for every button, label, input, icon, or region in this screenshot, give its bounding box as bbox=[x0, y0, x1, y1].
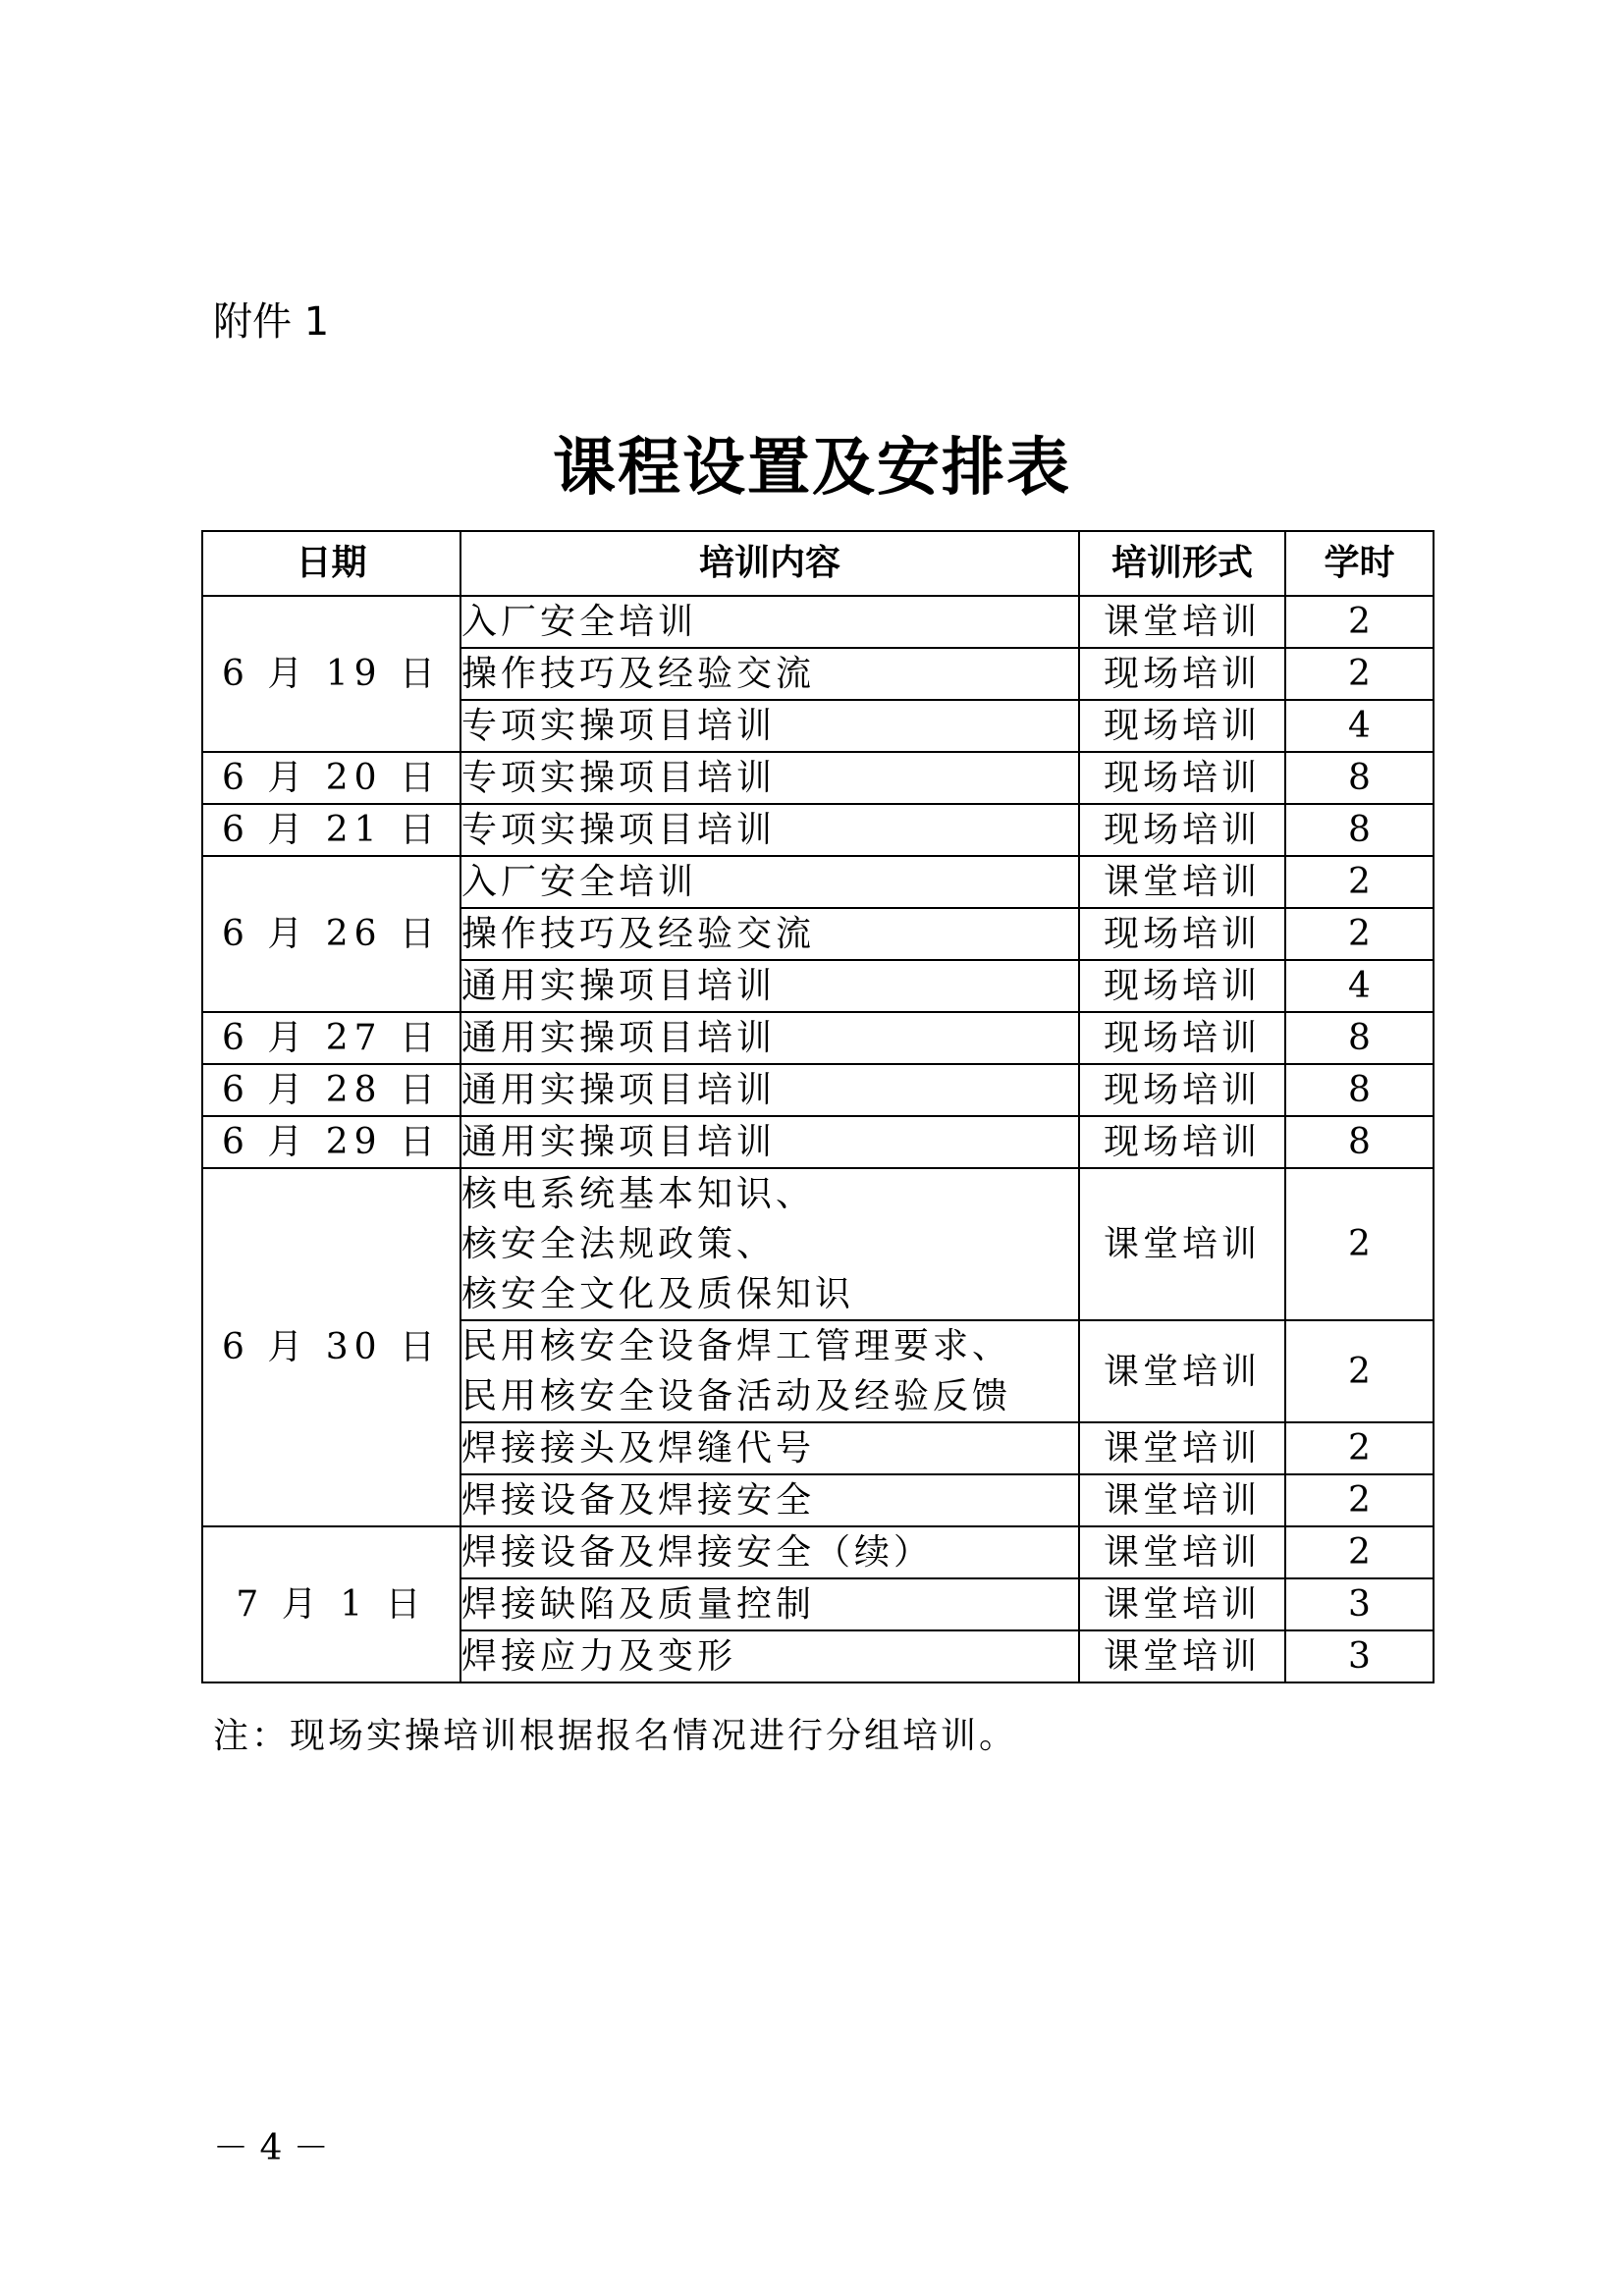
form-cell: 现场培训 bbox=[1079, 648, 1285, 700]
form-cell: 现场培训 bbox=[1079, 1012, 1285, 1064]
page-title: 课程设置及安排表 bbox=[553, 431, 1071, 505]
form-cell: 课堂培训 bbox=[1079, 1168, 1285, 1320]
content-line: 入厂安全培训 bbox=[461, 602, 698, 642]
content-line: 焊接接头及焊缝代号 bbox=[461, 1428, 816, 1468]
hours-cell: 4 bbox=[1285, 960, 1434, 1012]
table-header-row bbox=[202, 531, 1434, 596]
header-hours: 学时 bbox=[1285, 531, 1434, 596]
content-line: 焊接设备及焊接安全（续） bbox=[461, 1532, 934, 1573]
content-cell bbox=[460, 1320, 1079, 1422]
footnote: 注：现场实操培训根据报名情况进行分组培训。 bbox=[213, 1716, 1018, 1756]
form-cell: 现场培训 bbox=[1079, 804, 1285, 856]
date-cell: 6 月 21 日 bbox=[202, 804, 460, 856]
content-line: 民用核安全设备焊工管理要求、 bbox=[461, 1326, 1012, 1366]
table-row bbox=[202, 1012, 1434, 1064]
content-cell bbox=[460, 1064, 1079, 1116]
hours-cell: 8 bbox=[1285, 1116, 1434, 1168]
form-cell: 课堂培训 bbox=[1079, 596, 1285, 648]
content-cell bbox=[460, 1474, 1079, 1526]
date-cell: 6 月 28 日 bbox=[202, 1064, 460, 1116]
content-line: 焊接缺陷及质量控制 bbox=[461, 1584, 816, 1625]
schedule-table bbox=[201, 530, 1435, 1683]
hours-cell: 2 bbox=[1285, 1526, 1434, 1578]
hours-cell: 3 bbox=[1285, 1630, 1434, 1682]
form-cell: 课堂培训 bbox=[1079, 1422, 1285, 1474]
form-cell: 现场培训 bbox=[1079, 1064, 1285, 1116]
content-line: 通用实操项目培训 bbox=[461, 966, 777, 1006]
content-line: 通用实操项目培训 bbox=[461, 1070, 777, 1110]
header-form: 培训形式 bbox=[1079, 531, 1285, 596]
form-cell: 课堂培训 bbox=[1079, 1578, 1285, 1630]
header-content: 培训内容 bbox=[460, 531, 1079, 596]
content-line: 通用实操项目培训 bbox=[461, 1018, 777, 1058]
hours-cell: 4 bbox=[1285, 700, 1434, 752]
content-line: 焊接应力及变形 bbox=[461, 1636, 737, 1677]
date-cell: 6 月 20 日 bbox=[202, 752, 460, 804]
hours-cell: 8 bbox=[1285, 1012, 1434, 1064]
content-line: 专项实操项目培训 bbox=[461, 706, 777, 746]
table-row bbox=[202, 1168, 1434, 1320]
hours-cell: 2 bbox=[1285, 856, 1434, 908]
content-cell bbox=[460, 648, 1079, 700]
content-line: 入厂安全培训 bbox=[461, 862, 698, 902]
form-cell: 现场培训 bbox=[1079, 908, 1285, 960]
form-cell: 课堂培训 bbox=[1079, 1526, 1285, 1578]
content-cell bbox=[460, 1116, 1079, 1168]
hours-cell: 2 bbox=[1285, 596, 1434, 648]
content-cell bbox=[460, 1526, 1079, 1578]
content-cell bbox=[460, 804, 1079, 856]
header-date: 日期 bbox=[202, 531, 460, 596]
date-cell: 6 月 29 日 bbox=[202, 1116, 460, 1168]
form-cell: 课堂培训 bbox=[1079, 1474, 1285, 1526]
hours-cell: 2 bbox=[1285, 908, 1434, 960]
content-cell bbox=[460, 856, 1079, 908]
table-row bbox=[202, 1116, 1434, 1168]
content-cell bbox=[460, 1422, 1079, 1474]
content-cell bbox=[460, 596, 1079, 648]
hours-cell: 8 bbox=[1285, 804, 1434, 856]
content-line: 专项实操项目培训 bbox=[461, 758, 777, 798]
content-cell bbox=[460, 1168, 1079, 1320]
form-cell: 课堂培训 bbox=[1079, 1320, 1285, 1422]
form-cell: 现场培训 bbox=[1079, 960, 1285, 1012]
form-cell: 现场培训 bbox=[1079, 700, 1285, 752]
content-cell bbox=[460, 1012, 1079, 1064]
table-body bbox=[202, 596, 1434, 1682]
hours-cell: 2 bbox=[1285, 1168, 1434, 1320]
form-cell: 现场培训 bbox=[1079, 752, 1285, 804]
hours-cell: 2 bbox=[1285, 1474, 1434, 1526]
content-cell bbox=[460, 1578, 1079, 1630]
content-line: 核安全文化及质保知识 bbox=[461, 1274, 855, 1314]
content-cell bbox=[460, 752, 1079, 804]
form-cell: 课堂培训 bbox=[1079, 856, 1285, 908]
hours-cell: 2 bbox=[1285, 1320, 1434, 1422]
table-row bbox=[202, 856, 1434, 908]
content-cell bbox=[460, 1630, 1079, 1682]
date-cell: 6 月 27 日 bbox=[202, 1012, 460, 1064]
content-line: 焊接设备及焊接安全 bbox=[461, 1480, 816, 1521]
content-line: 专项实操项目培训 bbox=[461, 810, 777, 850]
table-row bbox=[202, 752, 1434, 804]
content-line: 核安全法规政策、 bbox=[461, 1224, 777, 1264]
content-cell bbox=[460, 908, 1079, 960]
attachment-label: 附件 1 bbox=[213, 299, 330, 345]
content-cell bbox=[460, 700, 1079, 752]
date-cell: 6 月 26 日 bbox=[202, 856, 460, 1012]
table-row bbox=[202, 1064, 1434, 1116]
hours-cell: 2 bbox=[1285, 648, 1434, 700]
hours-cell: 8 bbox=[1285, 752, 1434, 804]
hours-cell: 3 bbox=[1285, 1578, 1434, 1630]
content-line: 操作技巧及经验交流 bbox=[461, 914, 816, 954]
date-cell: 7 月 1 日 bbox=[202, 1526, 460, 1682]
date-cell: 6 月 19 日 bbox=[202, 596, 460, 752]
content-line: 核电系统基本知识、 bbox=[461, 1174, 816, 1214]
hours-cell: 8 bbox=[1285, 1064, 1434, 1116]
content-line: 民用核安全设备活动及经验反馈 bbox=[461, 1376, 1012, 1416]
table-row bbox=[202, 596, 1434, 648]
content-cell bbox=[460, 960, 1079, 1012]
page-number: － 4 － bbox=[213, 2128, 329, 2168]
content-line: 操作技巧及经验交流 bbox=[461, 654, 816, 694]
table-row bbox=[202, 1526, 1434, 1578]
hours-cell: 2 bbox=[1285, 1422, 1434, 1474]
table-row bbox=[202, 804, 1434, 856]
date-cell: 6 月 30 日 bbox=[202, 1168, 460, 1526]
form-cell: 现场培训 bbox=[1079, 1116, 1285, 1168]
content-line: 通用实操项目培训 bbox=[461, 1122, 777, 1162]
form-cell: 课堂培训 bbox=[1079, 1630, 1285, 1682]
